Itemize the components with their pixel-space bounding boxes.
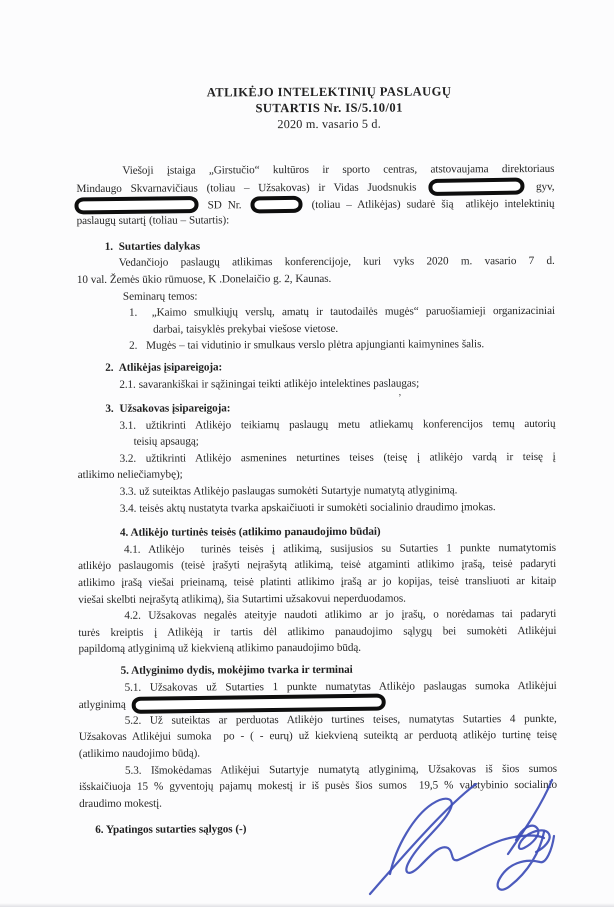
clause-4-2-cont: papildomą atlyginimą už kiekvieną atlikimo panaudojimo būdą. [78,642,362,656]
section-2 [77,358,555,393]
document-title-block [76,84,554,133]
clause-4-1: 4.1. Atlikėjo turinės teisės į atlikimą, susijusios su Sutarties 1 punkte numatytomis [123,541,557,556]
section-4 [78,523,557,658]
clause-4-1-cont: atlikėjo paslaugomis (teisė įrašyti neįrašytą atlikimą, teisė atgaminti atlikimo įrašą, teisė padaryti [78,558,557,573]
clause-4-1-cont: atlikimo įrašą viešai prieinamą, teisė platinti atlikimo įrašą ar jo kopijas, teisė transliuoti ar kitaip [78,574,557,590]
section-5 [79,661,558,812]
redaction-box-amount [132,694,386,714]
section-6-heading: 6. Ypatingos sutarties sąlygos (-) [95,823,247,837]
intro-line-3 [76,194,554,213]
topic-list-item-1: 1. „Kaimo smulkiųjų verslų, amatų ir tautodailės mugės“ paruošiamieji organizaciniai [128,305,556,319]
intro-line-3-sd-label: SD Nr. [207,198,242,212]
clause-5-2-cont: (atlikimo naudojimo būdą). [78,747,201,760]
clause-3-3: 3.3. už suteiktas Atlikėjo paslaugas sumokėti Sutartyje numatytą atlyginimą. [119,484,458,498]
clause-4-1-cont: viešai skelbti neįrašytą atlikimą), šia Sutartimi užsakovui neperduodamos. [78,592,406,606]
clause-5-3-cont: išskaičiuoja 15 % gyventojų pajamų mokestį ir iš pusės šios sumos 19,5 % valstybinio socialinio [79,779,558,794]
section-4-heading: 4. Atlikėjo turtinės teisės (atlikimo panaudojimo būdai) [119,525,381,540]
intro-line-1: Viešoji įstaiga „Girstučio“ kultūros ir sporto centras, atstovaujama direktoriaus [122,163,555,178]
clause-5-1-cont [79,694,557,713]
topic-list-item-1-cont: darbai, taisyklės prekybai viešose vietose. [153,322,339,336]
section-1-heading: 1. Sutarties dalykas [104,240,201,253]
section-6 [79,820,557,839]
section-3-heading: 3. Užsakovas įsipareigoja: [105,402,231,415]
section-2-heading: 2. Atlikėjas įsipareigoja: [105,361,223,374]
clause-5-1: 5.1. Užsakovas už Sutarties 1 punkte numatytas Atlikėjo paslaugas sumoka Atlikėjui [124,679,557,694]
intro-paragraph [76,161,554,229]
section-5-heading: 5. Atlyginimo dydis, mokėjimo tvarka ir terminai [120,663,353,677]
clause-4-2-cont: turės kreiptis į Atlikėją ir tartis dėl atlikimo panaudojimo sąlygų bei sumokėti Atlikėjui [78,624,557,639]
clause-3-2: 3.2. užtikrinti Atlikėjo asmenines neturtines teises (teisę į atlikėjo vardą ir teisę į [119,450,556,465]
clause-3-2-cont: atlikimo neliečiamybę); [77,469,183,482]
contract-date: 2020 m. vasario 5 d. [277,116,381,131]
intro-line-3-text: (toliau – Atlikėjas) sudarė šią atlikėjo intelektinių [311,197,555,211]
intro-line-2-text: Mindaugo Skvarnavičiaus (toliau – Užsakovas) ir Vidas Juodsnukis [76,181,417,195]
clause-5-3-cont: draudimo mokestį. [79,797,162,810]
document-body [76,84,557,839]
redaction-box-personal-code [428,177,524,196]
clause-4-2: 4.2. Užsakovas negalės ateityje naudoti atlikimo ar jo įrašų, o norėdamas tai padaryti [124,608,557,623]
clause-5-3: 5.3. Išmokėdamas Atlikėjui Sutartyje numatytą atlyginimą, Užsakovas iš šios sumos [124,762,558,777]
intro-line-2 [76,178,554,197]
contract-number: SUTARTIS Nr. IS/5.10/01 [255,100,403,116]
section-1-paragraph-line: Vedančiojo paslaugų atlikimas konferencijoje, kuri vyks 2020 m. vasario 7 d. [118,255,555,270]
section-1-topics-label: Seminarų temos: [122,290,198,303]
section-1 [77,237,556,355]
clause-3-4: 3.4. teisės aktų nustatyta tvarka apskaičiuoti ir sumokėti socialinio draudimo įmokas. [119,500,496,515]
clause-5-2: 5.2. Už suteiktas ar perduotas Atlikėjo turtines teises, numatytas Sutarties 4 punkte, [124,712,557,727]
clause-5-2-cont: Užsakovas Atlikėjui sumoka po - ( - eurų) už kiekvieną suteiktą ar perduotą atlikėjo turtinę teisę [78,729,557,744]
document-title: ATLIKĖJO INTELEKTINIŲ PASLAUGŲ [206,84,452,100]
scan-artifact-apostrophe: ’ [398,392,402,404]
intro-line-4: paslaugų sutartį (toliau – Sutartis): [76,214,230,228]
clause-5-1-amount-label: atlyginimą [78,698,126,712]
section-1-paragraph-line: 10 val. Žemės ūkio rūmuose, K .Donelaičio g. 2, Kaunas. [76,272,332,286]
spacer [76,131,554,163]
clause-2-1: 2.1. savarankiškai ir sąžiningai teikti atlikėjo intelektines paslaugas; [119,377,420,391]
redaction-box-address [74,196,198,214]
intro-line-2-tail: gyv, [535,180,555,193]
topic-list-item-2: 2. Mugės – tai vidutinio ir smulkaus verslo plėtra apjungianti kaimynines šalis. [129,338,485,353]
section-3 [77,399,556,517]
clause-3-1-cont: teisių apsaugą; [133,435,199,449]
redaction-box-sd-number [250,195,302,213]
clause-3-1: 3.1. užtikrinti Atlikėjo teikiamų paslaugų metu atliekamų konferencijos temų autorių [119,417,556,432]
